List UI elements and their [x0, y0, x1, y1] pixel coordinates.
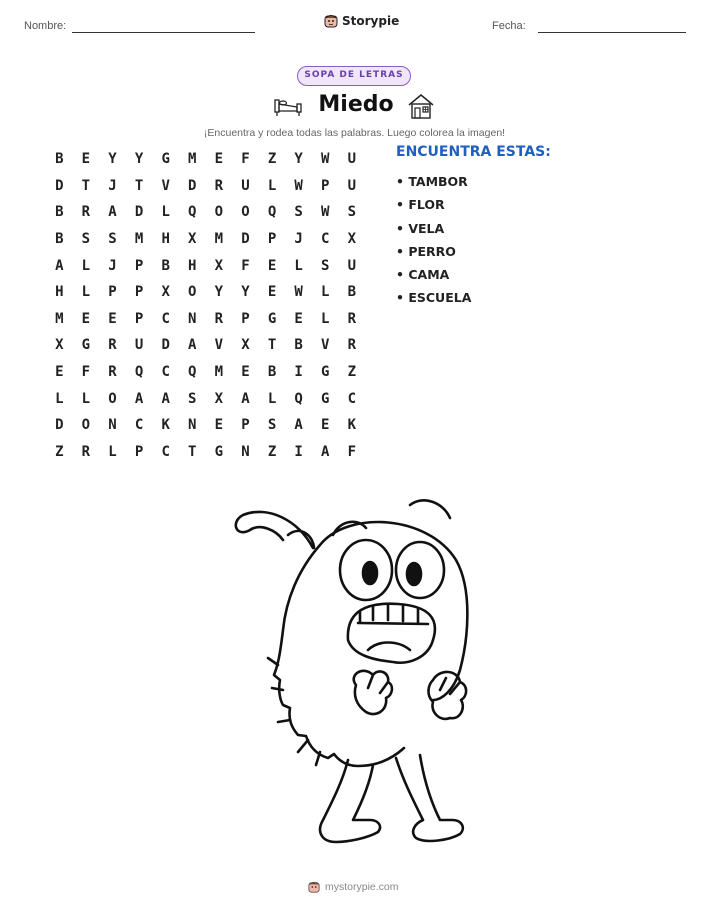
- grid-row: [46, 279, 365, 306]
- word-item: • CAMA: [396, 267, 450, 283]
- grid-letter: J: [294, 231, 303, 248]
- grid-letter: G: [267, 310, 277, 327]
- letter-grid: [46, 146, 365, 465]
- word-item: • FLOR: [396, 197, 445, 213]
- grid-letter: G: [321, 390, 330, 407]
- grid-letter: S: [81, 231, 91, 248]
- grid-letter: R: [347, 337, 357, 354]
- page-title: Miedo: [318, 92, 394, 117]
- grid-letter: S: [321, 257, 330, 274]
- grid-letter: X: [347, 231, 357, 248]
- grid-letter: B: [347, 284, 357, 301]
- date-label: Fecha:: [492, 20, 526, 32]
- grid-letter: Y: [214, 284, 224, 301]
- word-item: • TAMBOR: [396, 174, 468, 189]
- grid-letter: R: [81, 443, 91, 460]
- grid-letter: L: [55, 390, 64, 407]
- grid-letter: A: [134, 390, 144, 407]
- grid-row: [46, 385, 365, 412]
- grid-letter: B: [267, 364, 277, 381]
- grid-letter: L: [161, 204, 170, 221]
- grid-letter: P: [108, 284, 117, 301]
- grid-letter: T: [134, 177, 144, 194]
- grid-letter: Z: [55, 443, 64, 460]
- grid-letter: W: [294, 284, 303, 301]
- grid-row: [46, 359, 365, 386]
- grid-letter: M: [214, 364, 224, 381]
- grid-letter: S: [108, 231, 117, 248]
- bed-icon: [272, 92, 304, 118]
- grid-letter: I: [294, 443, 303, 460]
- grid-letter: T: [81, 177, 91, 194]
- word-item: • VELA: [396, 220, 445, 236]
- footer-url: mystorypie.com: [325, 881, 399, 893]
- grid-letter: K: [161, 417, 170, 434]
- grid-letter: A: [241, 390, 250, 407]
- grid-letter: D: [161, 337, 170, 354]
- grid-letter: R: [214, 177, 224, 194]
- grid-letter: D: [55, 177, 64, 194]
- grid-letter: P: [134, 257, 144, 274]
- grid-letter: B: [294, 337, 303, 354]
- grid-letter: R: [214, 310, 224, 327]
- grid-row: [46, 146, 365, 173]
- grid-letter: V: [321, 337, 330, 354]
- grid-letter: E: [55, 364, 64, 381]
- grid-letter: L: [321, 284, 330, 301]
- grid-letter: L: [267, 390, 277, 407]
- grid-letter: P: [134, 310, 144, 327]
- grid-letter: Y: [294, 151, 303, 168]
- brand-name: Storypie: [342, 14, 400, 28]
- grid-letter: Q: [267, 204, 277, 221]
- grid-letter: E: [214, 151, 224, 168]
- grid-letter: P: [241, 310, 250, 327]
- worksheet-type-badge: SOPA DE LETRAS: [297, 66, 411, 86]
- grid-letter: E: [108, 310, 117, 327]
- grid-letter: Z: [267, 151, 277, 168]
- brand: [324, 13, 399, 29]
- grid-letter: P: [241, 417, 250, 434]
- grid-letter: P: [134, 443, 144, 460]
- word-item: • PERRO: [396, 243, 456, 259]
- grid-row: [46, 226, 365, 253]
- grid-letter: L: [81, 284, 91, 301]
- grid-letter: O: [81, 417, 91, 434]
- grid-row: [46, 439, 365, 466]
- grid-letter: H: [55, 284, 64, 301]
- word-item: • ESCUELA: [396, 290, 472, 306]
- grid-letter: M: [188, 151, 197, 168]
- grid-letter: G: [81, 337, 91, 354]
- grid-letter: X: [188, 231, 197, 248]
- grid-letter: L: [81, 257, 91, 274]
- grid-letter: Y: [241, 284, 250, 301]
- grid-letter: H: [161, 231, 170, 248]
- instructions: ¡Encuentra y rodea todas las palabras. Luego colorea la imagen!: [203, 127, 506, 139]
- grid-letter: U: [134, 337, 144, 354]
- grid-letter: R: [81, 204, 91, 221]
- storypie-logo-icon: [308, 880, 320, 894]
- grid-letter: O: [241, 204, 250, 221]
- grid-letter: B: [55, 231, 64, 248]
- grid-letter: H: [188, 257, 197, 274]
- grid-letter: O: [188, 284, 197, 301]
- grid-letter: C: [347, 390, 357, 407]
- grid-letter: C: [134, 417, 144, 434]
- grid-letter: N: [241, 443, 250, 460]
- grid-letter: B: [55, 204, 64, 221]
- grid-letter: G: [161, 151, 170, 168]
- grid-row: [46, 412, 365, 439]
- name-line: [72, 32, 255, 33]
- grid-letter: Q: [294, 390, 303, 407]
- word-list: [396, 144, 551, 310]
- grid-letter: W: [321, 204, 330, 221]
- grid-letter: Q: [188, 364, 197, 381]
- grid-letter: L: [267, 177, 277, 194]
- grid-letter: M: [214, 231, 224, 248]
- worksheet-header: [0, 0, 709, 50]
- word-list-title: ENCUENTRA ESTAS:: [396, 144, 551, 160]
- grid-letter: W: [321, 151, 330, 168]
- grid-letter: U: [241, 177, 250, 194]
- grid-letter: X: [214, 390, 224, 407]
- grid-letter: X: [161, 284, 170, 301]
- grid-letter: S: [188, 390, 197, 407]
- grid-letter: J: [108, 257, 117, 274]
- grid-letter: E: [214, 417, 224, 434]
- grid-letter: L: [294, 257, 303, 274]
- grid-letter: R: [108, 364, 117, 381]
- grid-letter: C: [161, 364, 170, 381]
- grid-letter: N: [188, 417, 197, 434]
- grid-letter: E: [241, 364, 250, 381]
- grid-letter: L: [108, 443, 117, 460]
- grid-letter: E: [267, 284, 277, 301]
- grid-letter: F: [241, 257, 250, 274]
- grid-letter: F: [81, 364, 91, 381]
- grid-letter: C: [161, 310, 170, 327]
- grid-letter: D: [134, 204, 144, 221]
- grid-letter: A: [55, 257, 64, 274]
- grid-letter: G: [321, 364, 330, 381]
- grid-letter: Y: [134, 151, 144, 168]
- grid-letter: Q: [134, 364, 144, 381]
- grid-letter: X: [55, 337, 64, 354]
- grid-letter: D: [188, 177, 197, 194]
- grid-letter: A: [188, 337, 197, 354]
- grid-row: [46, 306, 365, 333]
- grid-letter: B: [161, 257, 170, 274]
- grid-letter: A: [108, 204, 117, 221]
- grid-letter: A: [294, 417, 303, 434]
- grid-letter: D: [241, 231, 250, 248]
- grid-letter: S: [294, 204, 303, 221]
- grid-letter: U: [347, 151, 357, 168]
- grid-letter: U: [347, 177, 357, 194]
- grid-letter: Y: [108, 151, 117, 168]
- grid-letter: C: [161, 443, 170, 460]
- grid-letter: E: [294, 310, 303, 327]
- grid-letter: F: [241, 151, 250, 168]
- grid-letter: B: [55, 151, 64, 168]
- grid-letter: J: [108, 177, 117, 194]
- grid-letter: A: [321, 443, 330, 460]
- grid-letter: I: [294, 364, 303, 381]
- grid-letter: X: [241, 337, 250, 354]
- scared-monster-illustration: [228, 490, 488, 860]
- grid-letter: Q: [188, 204, 197, 221]
- grid-letter: E: [267, 257, 277, 274]
- grid-letter: M: [134, 231, 144, 248]
- date-line: [538, 32, 686, 33]
- grid-letter: L: [81, 390, 91, 407]
- grid-letter: A: [161, 390, 170, 407]
- storypie-logo-icon: [324, 13, 338, 29]
- grid-letter: F: [347, 443, 357, 460]
- grid-letter: N: [108, 417, 117, 434]
- grid-letter: D: [55, 417, 64, 434]
- grid-row: [46, 252, 365, 279]
- grid-letter: E: [81, 310, 91, 327]
- grid-letter: X: [214, 257, 224, 274]
- grid-letter: P: [134, 284, 144, 301]
- grid-letter: O: [214, 204, 224, 221]
- grid-letter: P: [321, 177, 330, 194]
- grid-letter: N: [188, 310, 197, 327]
- grid-letter: C: [321, 231, 330, 248]
- grid-letter: R: [347, 310, 357, 327]
- grid-letter: E: [81, 151, 91, 168]
- grid-row: [46, 173, 365, 200]
- grid-row: [46, 199, 365, 226]
- grid-letter: K: [347, 417, 357, 434]
- grid-letter: M: [55, 310, 64, 327]
- grid-letter: G: [214, 443, 224, 460]
- grid-letter: T: [267, 337, 277, 354]
- grid-letter: P: [267, 231, 277, 248]
- grid-letter: O: [108, 390, 117, 407]
- grid-letter: V: [214, 337, 224, 354]
- footer: [308, 880, 399, 894]
- grid-letter: S: [347, 204, 357, 221]
- grid-letter: R: [108, 337, 117, 354]
- name-label: Nombre:: [24, 20, 67, 32]
- house-icon: [406, 92, 436, 120]
- grid-letter: E: [321, 417, 330, 434]
- grid-letter: W: [294, 177, 303, 194]
- grid-letter: Z: [267, 443, 277, 460]
- grid-letter: L: [321, 310, 330, 327]
- grid-letter: Z: [347, 364, 357, 381]
- grid-letter: V: [161, 177, 170, 194]
- grid-letter: S: [267, 417, 277, 434]
- grid-row: [46, 332, 365, 359]
- grid-letter: T: [188, 443, 197, 460]
- grid-letter: U: [347, 257, 357, 274]
